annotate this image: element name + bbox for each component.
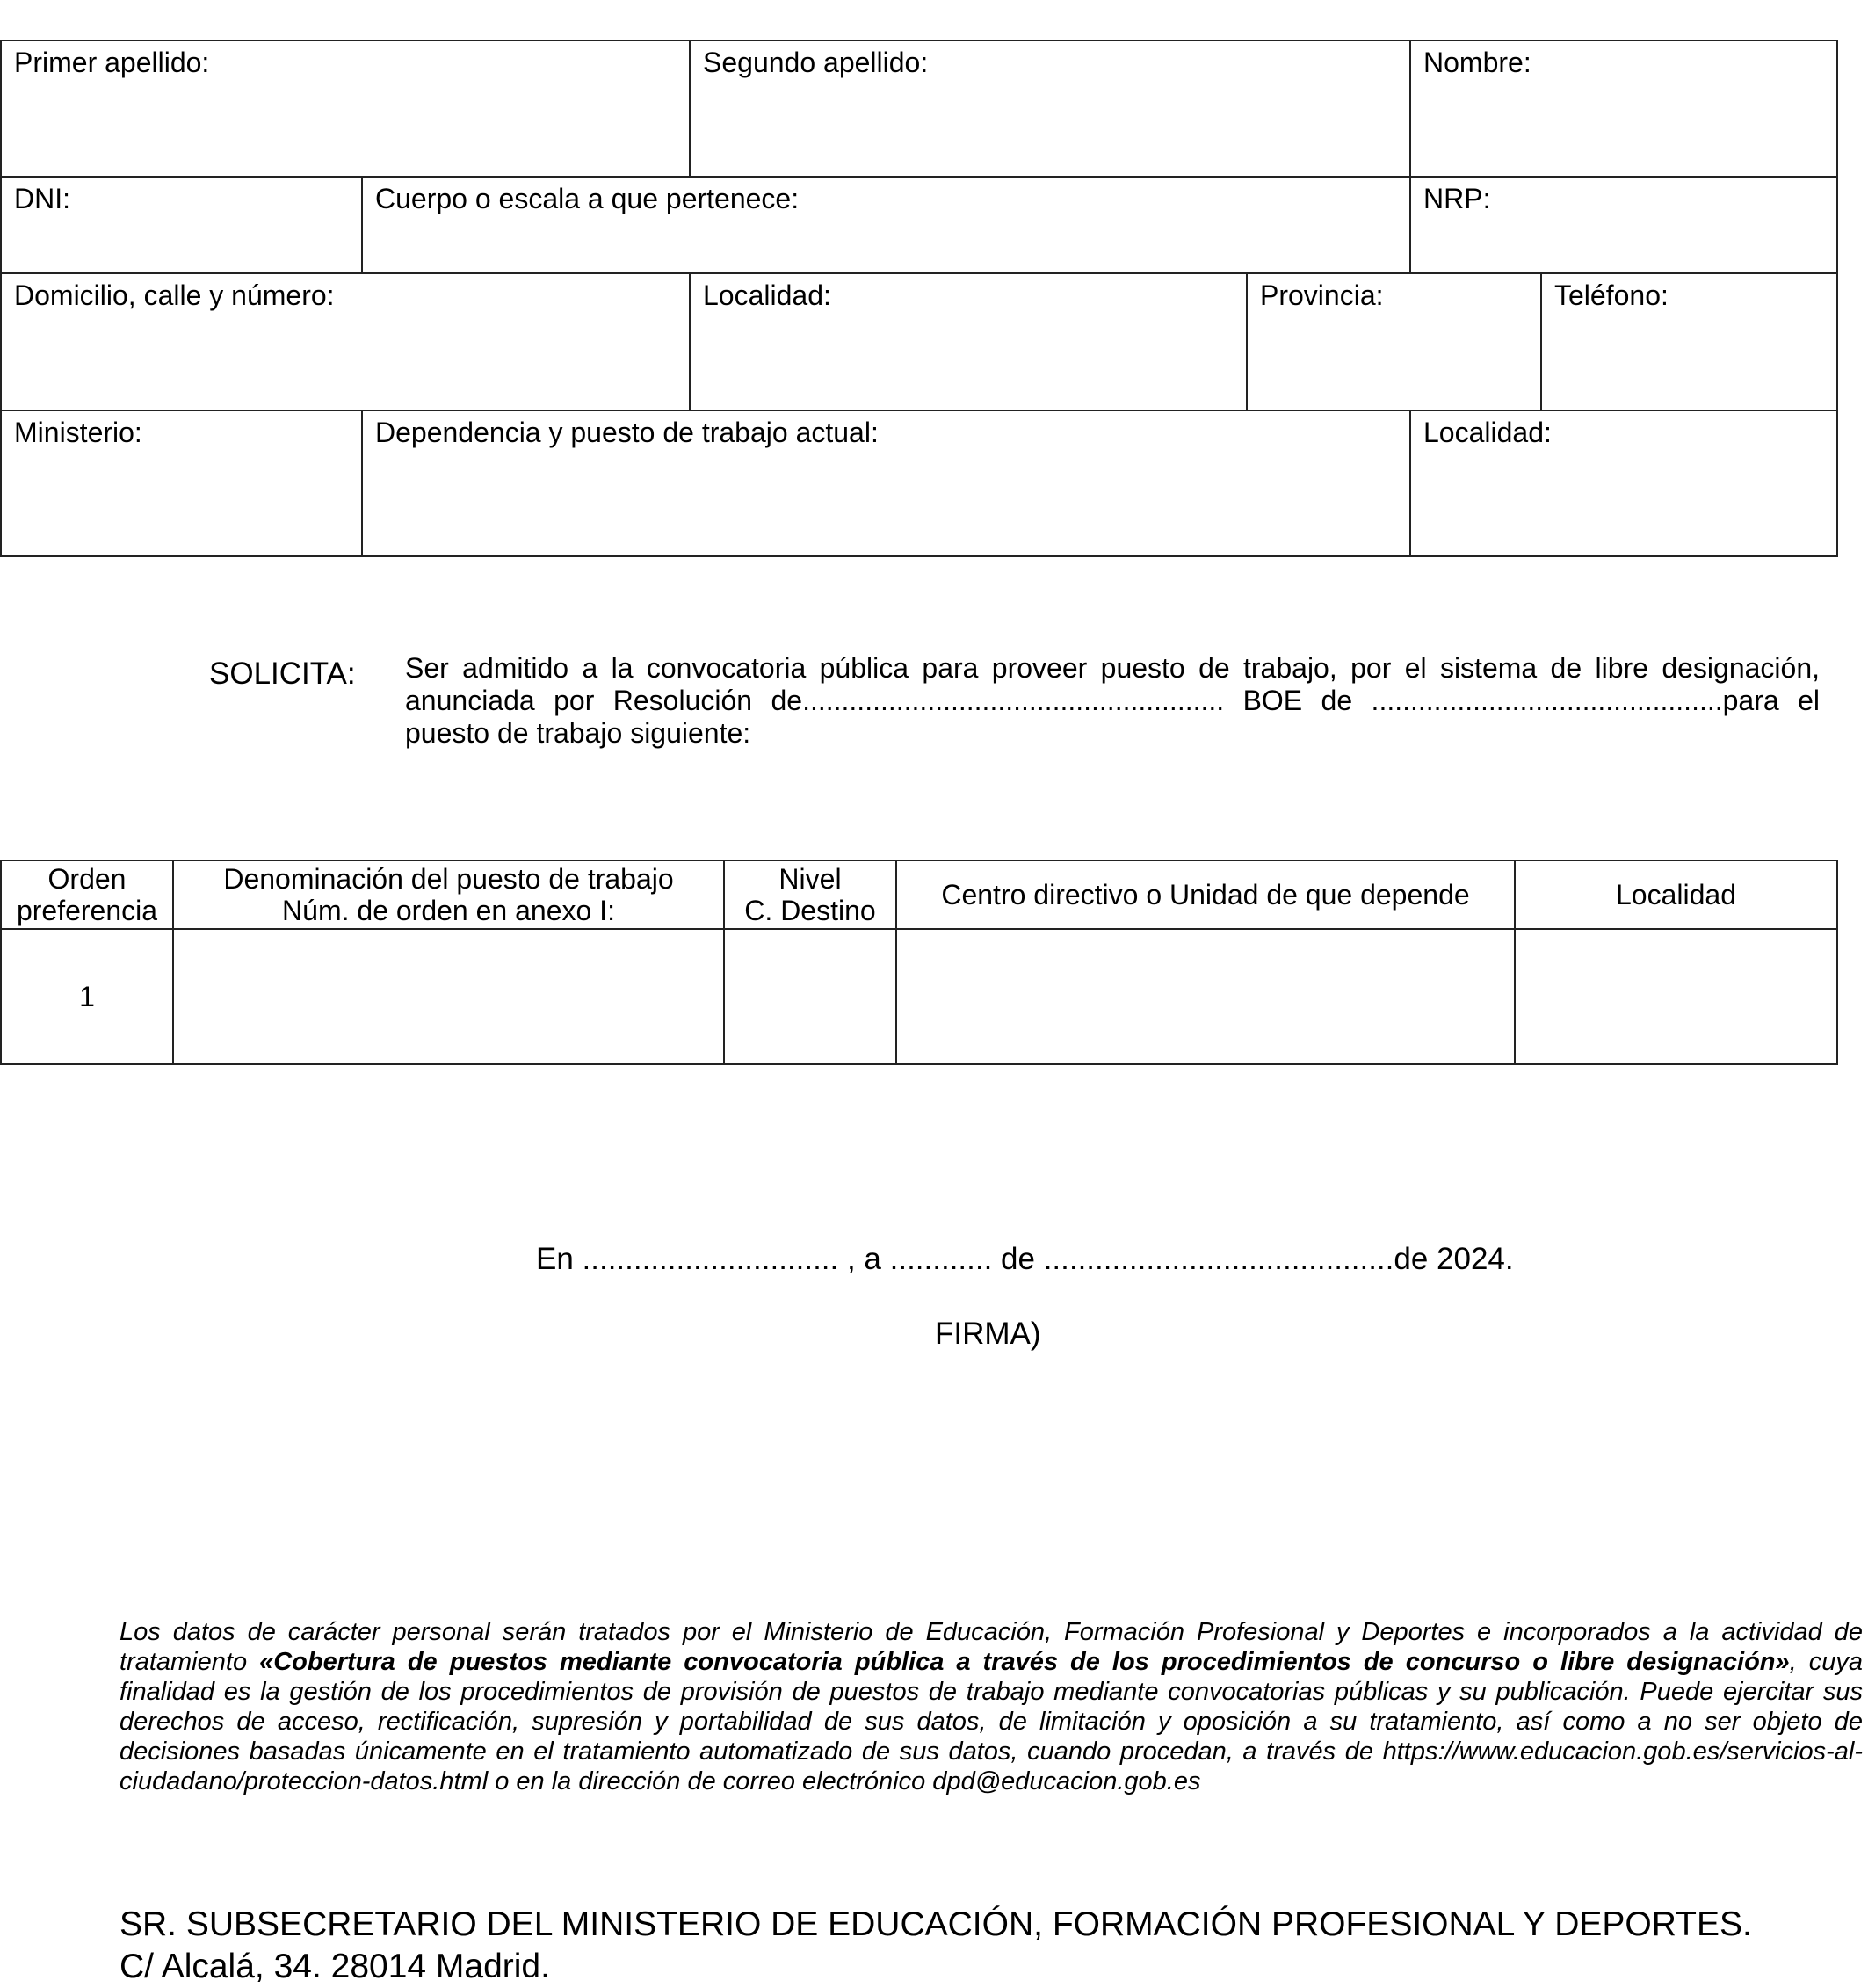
header-line: Centro directivo o Unidad de que depende xyxy=(941,879,1470,911)
header-nivel-destino xyxy=(723,860,897,930)
header-line: Nivel xyxy=(778,863,842,895)
header-centro-directivo xyxy=(895,860,1516,930)
cell-value: 1 xyxy=(79,981,95,1012)
addressee-block xyxy=(119,1904,1752,1988)
field-localidad-puesto[interactable] xyxy=(1409,410,1838,557)
field-label: Primer apellido: xyxy=(14,47,210,78)
field-dependencia-puesto[interactable] xyxy=(361,410,1411,557)
field-localidad-domicilio[interactable] xyxy=(689,272,1248,411)
field-label: Provincia: xyxy=(1260,279,1384,311)
addressee-title: SR. SUBSECRETARIO DEL MINISTERIO DE EDUCACIÓN, FORMACIÓN PROFESIONAL Y DEPORTES. xyxy=(119,1905,1752,1943)
table-row-cell-denominacion[interactable] xyxy=(172,928,725,1065)
field-nrp[interactable] xyxy=(1409,176,1838,274)
field-label: Localidad: xyxy=(1423,417,1552,448)
field-nombre[interactable] xyxy=(1409,40,1838,178)
field-label: Nombre: xyxy=(1423,47,1531,78)
field-label: Ministerio: xyxy=(14,417,142,448)
field-label: Teléfono: xyxy=(1554,279,1669,311)
field-telefono[interactable] xyxy=(1540,272,1838,411)
field-label: Domicilio, calle y número: xyxy=(14,279,335,311)
header-line: Localidad xyxy=(1616,879,1736,911)
privacy-text-part2: , cuya finalidad es la gestión de los procedimientos de provisión de puestos de trabajo mediante convocatorias públicas y su publicación. Puede ejercitar sus derechos de acceso, rectificación, supresión y portabilidad de sus datos, de limitación y oposición a su tratamiento, así como a no ser objeto de decisiones basadas únicamente en el tratamiento automatizado de sus datos, cuando procedan, a través de https://www.educacion.gob.es/servicios-al-ciudadano/proteccion-datos.html o en la dirección de correo electrónico dpd@educacion.gob.es xyxy=(119,1648,1863,1796)
table-row-cell-nivel[interactable] xyxy=(723,928,897,1065)
addressee-address: C/ Alcalá, 34. 28014 Madrid. xyxy=(119,1948,550,1985)
field-label: Dependencia y puesto de trabajo actual: xyxy=(375,417,879,448)
header-line: C. Destino xyxy=(744,895,876,926)
privacy-notice xyxy=(119,1617,1863,1796)
header-denominacion-puesto xyxy=(172,860,725,930)
field-domicilio[interactable] xyxy=(0,272,691,411)
firma-label: FIRMA) xyxy=(935,1317,1041,1351)
table-row-cell-localidad[interactable] xyxy=(1514,928,1838,1065)
solicita-text: Ser admitido a la convocatoria pública para proveer puesto de trabajo, por el sistema de libre designación, anunciada por Resolución de...................................................... BOE de .............................................para el puesto de trabajo siguiente: xyxy=(405,652,1820,749)
table-row-cell-centro[interactable] xyxy=(895,928,1516,1065)
header-orden-preferencia xyxy=(0,860,174,930)
header-localidad xyxy=(1514,860,1838,930)
field-label: NRP: xyxy=(1423,183,1491,214)
field-ministerio[interactable] xyxy=(0,410,363,557)
field-primer-apellido[interactable] xyxy=(0,40,691,178)
table-row-cell-orden[interactable] xyxy=(0,928,174,1065)
header-line: Orden xyxy=(47,863,127,895)
header-line: preferencia xyxy=(16,895,158,926)
field-label: Segundo apellido: xyxy=(703,47,929,78)
field-segundo-apellido[interactable] xyxy=(689,40,1411,178)
field-label: DNI: xyxy=(14,183,70,214)
privacy-activity-name: «Cobertura de puestos mediante convocatoria pública a través de los procedimientos de concurso o libre designación» xyxy=(259,1648,1790,1676)
field-dni[interactable] xyxy=(0,176,363,274)
field-cuerpo-escala[interactable] xyxy=(361,176,1411,274)
header-line: Núm. de orden en anexo I: xyxy=(282,895,615,926)
field-label: Localidad: xyxy=(703,279,831,311)
field-provincia[interactable] xyxy=(1246,272,1542,411)
header-line: Denominación del puesto de trabajo xyxy=(223,863,674,895)
field-label: Cuerpo o escala a que pertenece: xyxy=(375,183,800,214)
privacy-text-part1: Los datos de carácter personal serán tratados por el Ministerio de Educación, Formación Profesional y Deportes e incorporados a la actividad de tratamiento xyxy=(119,1618,1863,1676)
date-line: En .............................. , a ............ de .........................................de 2024. xyxy=(536,1242,1514,1276)
solicita-label: SOLICITA: xyxy=(209,657,356,691)
